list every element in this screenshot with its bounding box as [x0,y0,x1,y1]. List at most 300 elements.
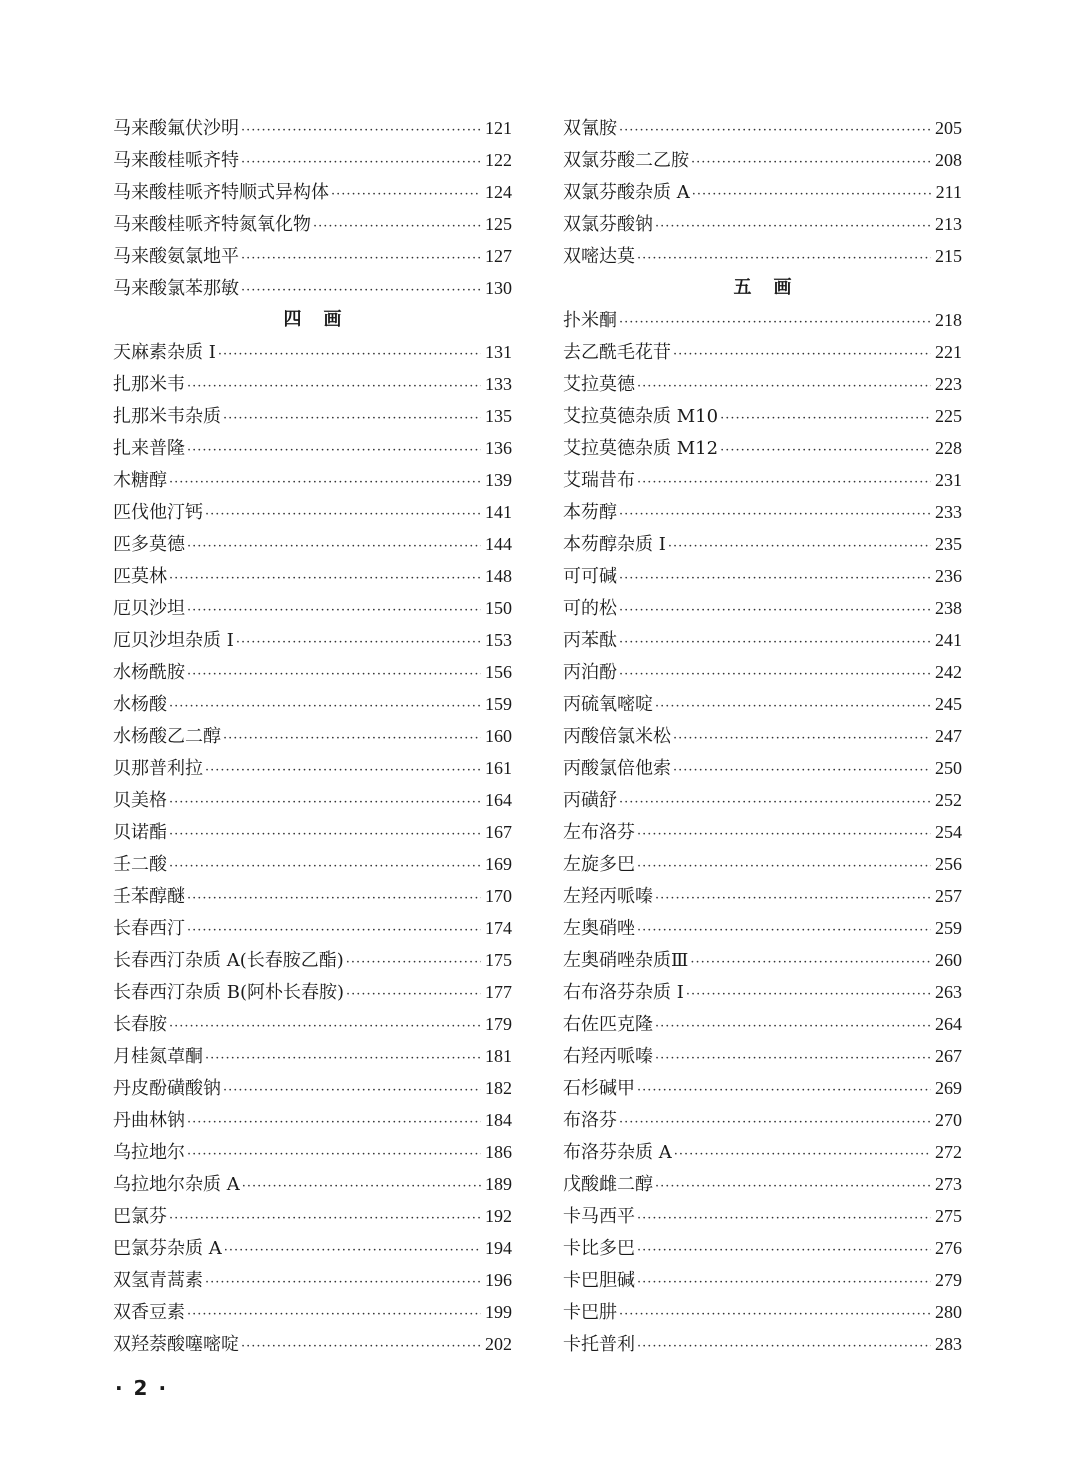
dot-leader [187,1139,481,1171]
toc-entry [563,784,962,816]
entry-title: 石杉碱甲 [563,1078,635,1099]
entry-page-number: 153 [485,630,512,650]
entry-page-number: 225 [935,406,962,426]
entry-title: 右布洛芬杂质 Ⅰ [563,982,684,1003]
dot-leader [655,1011,931,1043]
entry-title: 双氯芬酸杂质 A [563,182,690,203]
entry-page-number: 184 [485,1110,512,1130]
dot-leader [223,1075,481,1107]
dot-leader [637,1267,931,1299]
entry-title: 布洛芬 [563,1110,617,1131]
entry-page-number: 223 [935,374,962,394]
entry-page-number: 254 [935,822,962,842]
toc-entry [113,912,512,944]
entry-title: 长春胺 [113,1014,167,1035]
entry-page-number: 205 [935,118,962,138]
entry-page-number: 136 [485,438,512,458]
dot-leader [187,1107,481,1139]
entry-title: 厄贝沙坦 [113,598,185,619]
entry-page-number: 269 [935,1078,962,1098]
entry-page-number: 221 [935,342,962,362]
entry-title: 马来酸氟伏沙明 [113,118,239,139]
entry-page-number: 257 [935,886,962,906]
toc-column-left [113,112,512,1360]
toc-entry [563,1232,962,1264]
entry-title: 水杨酸乙二醇 [113,726,221,747]
toc-entry [563,496,962,528]
entry-page-number: 131 [485,342,512,362]
entry-title: 艾拉莫德杂质 M12 [563,438,719,459]
toc-entry [563,368,962,400]
entry-page-number: 276 [935,1238,962,1258]
entry-title: 双氰胺 [563,118,617,139]
dot-leader [187,371,481,403]
dot-leader [637,1235,931,1267]
entry-page-number: 283 [935,1334,962,1354]
dot-leader [223,723,481,755]
entry-page-number: 218 [935,310,962,330]
entry-page-number: 133 [485,374,512,394]
entry-title: 丙硫氧嘧啶 [563,694,653,715]
toc-entry [563,528,962,560]
entry-title: 扎那米韦杂质 [113,406,221,427]
toc-entry [563,848,962,880]
entry-page-number: 236 [935,566,962,586]
entry-title: 巴氯芬 [113,1206,167,1227]
toc-entry [113,1328,512,1360]
toc-entry [113,560,512,592]
entry-page-number: 267 [935,1046,962,1066]
entry-page-number: 144 [485,534,512,554]
dot-leader [655,691,931,723]
entry-title: 艾拉莫德杂质 M10 [563,406,719,427]
entry-title: 匹莫林 [113,566,167,587]
dot-leader [241,243,481,275]
toc-entry [113,1232,512,1264]
toc-entry [563,240,962,272]
entry-title: 丙酸氯倍他索 [563,758,671,779]
dot-leader [346,947,481,979]
toc-entry [113,848,512,880]
entry-title: 水杨酰胺 [113,662,185,683]
entry-page-number: 211 [935,182,962,202]
entry-title: 丙磺舒 [563,790,617,811]
entry-title: 马来酸桂哌齐特氮氧化物 [113,214,311,235]
entry-page-number: 160 [485,726,512,746]
entry-page-number: 181 [485,1046,512,1066]
dot-leader [205,1043,481,1075]
entry-page-number: 199 [485,1302,512,1322]
dot-leader [187,531,481,563]
toc-entry [113,592,512,624]
entry-title: 双羟萘酸噻嘧啶 [113,1334,239,1355]
dot-leader [720,403,931,435]
dot-leader [187,1299,481,1331]
toc-entry [113,880,512,912]
entry-page-number: 279 [935,1270,962,1290]
dot-leader [241,1331,481,1363]
entry-page-number: 164 [485,790,512,810]
entry-page-number: 189 [485,1174,512,1194]
entry-title: 左奥硝唑 [563,918,635,939]
dot-leader [619,595,931,627]
toc-entry [113,1136,512,1168]
entry-page-number: 192 [485,1206,512,1226]
toc-entry [563,1328,962,1360]
toc-entry [563,304,962,336]
dot-leader [619,627,931,659]
dot-leader [169,467,481,499]
entry-page-number: 247 [935,726,962,746]
entry-title: 卡巴肼 [563,1302,617,1323]
entry-page-number: 264 [935,1014,962,1034]
dot-leader [655,1043,931,1075]
toc-entry [113,272,512,304]
dot-leader [637,851,931,883]
toc-entry [113,784,512,816]
toc-entry [113,720,512,752]
toc-entry [113,688,512,720]
entry-title: 左奥硝唑杂质Ⅲ [563,950,689,971]
toc-entry [563,688,962,720]
entry-title: 扑米酮 [563,310,617,331]
entry-page-number: 141 [485,502,512,522]
entry-page-number: 161 [485,758,512,778]
toc-entry [563,880,962,912]
entry-title: 丹皮酚磺酸钠 [113,1078,221,1099]
entry-page-number: 233 [935,502,962,522]
entry-title: 壬二酸 [113,854,167,875]
dot-leader [241,275,481,307]
toc-entry [113,1264,512,1296]
entry-page-number: 122 [485,150,512,170]
entry-title: 丙泊酚 [563,662,617,683]
entry-page-number: 177 [485,982,512,1002]
entry-page-number: 228 [935,438,962,458]
entry-page-number: 135 [485,406,512,426]
entry-title: 马来酸氨氯地平 [113,246,239,267]
toc-entry [113,176,512,208]
toc-entry [563,400,962,432]
toc-entry [113,656,512,688]
dot-leader [331,179,481,211]
toc-entry [113,528,512,560]
entry-page-number: 256 [935,854,962,874]
toc-entry [113,400,512,432]
dot-leader [223,403,481,435]
dot-leader [205,499,481,531]
dot-leader [313,211,481,243]
entry-page-number: 156 [485,662,512,682]
entry-title: 戊酸雌二醇 [563,1174,653,1195]
dot-leader [673,723,931,755]
toc-entry [563,944,962,976]
toc-entry [113,1008,512,1040]
dot-leader [690,947,931,979]
entry-page-number: 124 [485,182,512,202]
toc-entry [563,816,962,848]
dot-leader [205,755,481,787]
dot-leader [692,179,932,211]
entry-title: 厄贝沙坦杂质 Ⅰ [113,630,234,651]
dot-leader [169,819,481,851]
dot-leader [637,915,931,947]
entry-title: 长春西汀杂质 B(阿朴长春胺) [113,982,344,1003]
dot-leader [205,1267,481,1299]
toc-entry [563,1168,962,1200]
entry-page-number: 213 [935,214,962,234]
dot-leader [619,1107,931,1139]
dot-leader [637,1331,931,1363]
dot-leader [169,563,481,595]
dot-leader [674,1139,931,1171]
entry-page-number: 186 [485,1142,512,1162]
toc-entry [113,752,512,784]
dot-leader [619,787,931,819]
entry-title: 扎那米韦 [113,374,185,395]
dot-leader [187,659,481,691]
entry-page-number: 194 [485,1238,512,1258]
entry-title: 右羟丙哌嗪 [563,1046,653,1067]
entry-page-number: 167 [485,822,512,842]
toc-entry [563,1104,962,1136]
entry-page-number: 150 [485,598,512,618]
entry-title: 艾瑞昔布 [563,470,635,491]
entry-title: 长春西汀 [113,918,185,939]
toc-entry [563,1040,962,1072]
entry-title: 贝那普利拉 [113,758,203,779]
toc-entry [563,144,962,176]
toc-entry [113,464,512,496]
entry-title: 左羟丙哌嗪 [563,886,653,907]
entry-title: 双氢青蒿素 [113,1270,203,1291]
entry-page-number: 174 [485,918,512,938]
toc-entry [113,816,512,848]
entry-page-number: 273 [935,1174,962,1194]
entry-title: 壬苯醇醚 [113,886,185,907]
toc-entry [563,624,962,656]
entry-title: 艾拉莫德 [563,374,635,395]
entry-title: 月桂氮䓬酮 [113,1046,203,1067]
dot-leader [637,1203,931,1235]
entry-page-number: 272 [935,1142,962,1162]
entry-page-number: 175 [485,950,512,970]
entry-page-number: 259 [935,918,962,938]
entry-title: 左布洛芬 [563,822,635,843]
entry-page-number: 275 [935,1206,962,1226]
toc-entry [563,752,962,784]
toc-entry [563,912,962,944]
toc-entry [563,208,962,240]
entry-title: 本芴醇杂质 Ⅰ [563,534,666,555]
entry-page-number: 238 [935,598,962,618]
section-heading: 五画 [733,277,814,298]
entry-page-number: 159 [485,694,512,714]
entry-title: 右佐匹克隆 [563,1014,653,1035]
entry-page-number: 245 [935,694,962,714]
toc-entry [563,1072,962,1104]
entry-page-number: 252 [935,790,962,810]
entry-title: 长春西汀杂质 A(长春胺乙酯) [113,950,344,971]
dot-leader [187,915,481,947]
entry-page-number: 169 [485,854,512,874]
dot-leader [619,307,931,339]
dot-leader [169,1011,481,1043]
entry-page-number: 202 [485,1334,512,1354]
dot-leader [637,371,931,403]
toc-entry [563,432,962,464]
toc-entry [113,496,512,528]
entry-title: 天麻素杂质 Ⅰ [113,342,216,363]
toc-entry [113,208,512,240]
entry-page-number: 196 [485,1270,512,1290]
entry-title: 双氯芬酸二乙胺 [563,150,689,171]
toc-entry [113,1040,512,1072]
dot-leader [169,787,481,819]
entry-page-number: 270 [935,1110,962,1130]
entry-page-number: 127 [485,246,512,266]
dot-leader [241,115,481,147]
entry-page-number: 250 [935,758,962,778]
entry-page-number: 208 [935,150,962,170]
dot-leader [224,1235,481,1267]
toc-entry [113,1200,512,1232]
entry-page-number: 125 [485,214,512,234]
dot-leader [619,1299,931,1331]
entry-page-number: 130 [485,278,512,298]
dot-leader [668,531,931,563]
dot-leader [637,467,931,499]
entry-page-number: 215 [935,246,962,266]
entry-title: 可可碱 [563,566,617,587]
entry-page-number: 139 [485,470,512,490]
entry-title: 马来酸氯苯那敏 [113,278,239,299]
entry-page-number: 280 [935,1302,962,1322]
toc-entry [563,720,962,752]
entry-title: 卡巴胆碱 [563,1270,635,1291]
entry-title: 马来酸桂哌齐特顺式异构体 [113,182,329,203]
toc-entry [563,336,962,368]
entry-title: 扎来普隆 [113,438,185,459]
dot-leader [346,979,481,1011]
dot-leader [655,211,931,243]
toc-entry [563,592,962,624]
entry-page-number: 182 [485,1078,512,1098]
toc-entry [113,976,512,1008]
dot-leader [236,627,481,659]
dot-leader [637,1075,931,1107]
entry-title: 本芴醇 [563,502,617,523]
dot-leader [242,1171,481,1203]
dot-leader [673,339,931,371]
entry-title: 匹多莫德 [113,534,185,555]
entry-page-number: 179 [485,1014,512,1034]
toc-column-right [563,112,962,1360]
entry-title: 卡比多巴 [563,1238,635,1259]
dot-leader [691,147,931,179]
entry-title: 水杨酸 [113,694,167,715]
entry-title: 布洛芬杂质 A [563,1142,672,1163]
toc-entry [563,1008,962,1040]
page-number: · 2 · [115,1376,169,1400]
entry-title: 双香豆素 [113,1302,185,1323]
dot-leader [241,147,481,179]
toc-entry [563,464,962,496]
toc-entry [563,560,962,592]
entry-page-number: 121 [485,118,512,138]
toc-entry [563,656,962,688]
entry-page-number: 231 [935,470,962,490]
dot-leader [187,435,481,467]
dot-leader [619,499,931,531]
entry-page-number: 241 [935,630,962,650]
entry-title: 左旋多巴 [563,854,635,875]
dot-leader [169,1203,481,1235]
toc-entry [563,1296,962,1328]
dot-leader [619,563,931,595]
dot-leader [187,595,481,627]
toc-entry [563,1264,962,1296]
entry-title: 卡托普利 [563,1334,635,1355]
dot-leader [218,339,481,371]
dot-leader [187,883,481,915]
entry-page-number: 170 [485,886,512,906]
entry-title: 乌拉地尔 [113,1142,185,1163]
toc-entry [113,240,512,272]
dot-leader [619,659,931,691]
entry-title: 贝美格 [113,790,167,811]
entry-title: 去乙酰毛花苷 [563,342,671,363]
toc-entry [113,1072,512,1104]
entry-title: 双氯芬酸钠 [563,214,653,235]
dot-leader [673,755,931,787]
dot-leader [619,115,931,147]
toc-entry [563,1200,962,1232]
entry-title: 卡马西平 [563,1206,635,1227]
toc-entry [563,976,962,1008]
dot-leader [655,1171,931,1203]
entry-title: 贝诺酯 [113,822,167,843]
toc-entry [563,176,962,208]
entry-title: 丙苯酞 [563,630,617,651]
entry-title: 丹曲林钠 [113,1110,185,1131]
entry-title: 马来酸桂哌齐特 [113,150,239,171]
entry-title: 乌拉地尔杂质 A [113,1174,240,1195]
dot-leader [655,883,931,915]
section-heading: 四画 [283,309,364,330]
dot-leader [686,979,931,1011]
dot-leader [637,819,931,851]
entry-title: 双嘧达莫 [563,246,635,267]
toc-entry [113,1296,512,1328]
entry-title: 匹伐他汀钙 [113,502,203,523]
entry-title: 木糖醇 [113,470,167,491]
toc-entry [113,1104,512,1136]
toc-entry [113,944,512,976]
toc-entry [113,144,512,176]
entry-page-number: 242 [935,662,962,682]
toc-entry [113,1168,512,1200]
toc-entry [113,432,512,464]
dot-leader [169,851,481,883]
entry-title: 巴氯芬杂质 A [113,1238,222,1259]
toc-entry [113,112,512,144]
dot-leader [169,691,481,723]
toc-entry [113,624,512,656]
entry-page-number: 235 [935,534,962,554]
entry-page-number: 260 [935,950,962,970]
entry-title: 可的松 [563,598,617,619]
